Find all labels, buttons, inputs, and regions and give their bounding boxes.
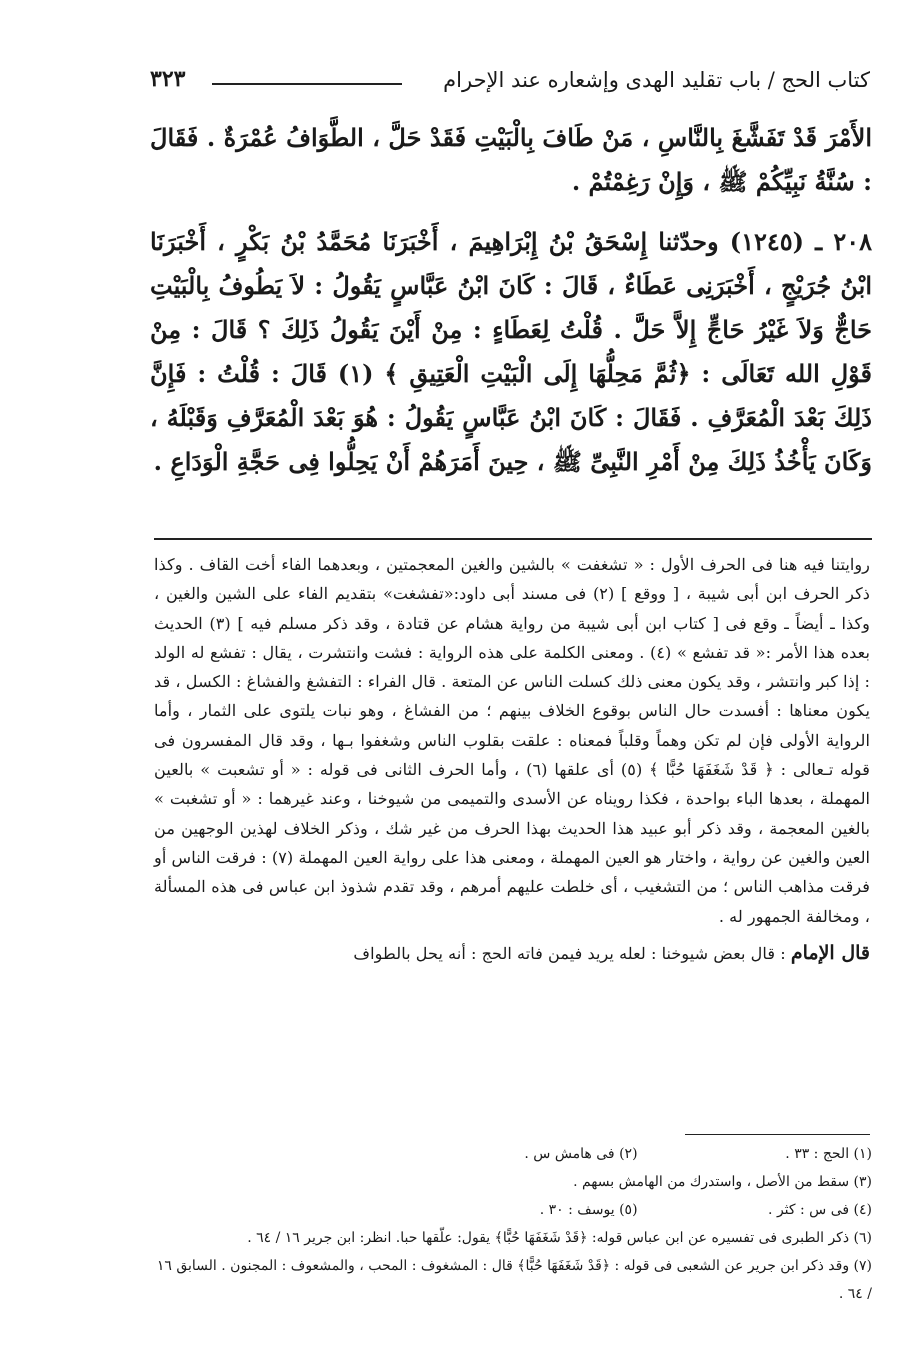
page-header bbox=[150, 66, 870, 100]
footnote: (٤) فى س : كثر . bbox=[768, 1202, 872, 1218]
footnote-row bbox=[150, 1140, 872, 1168]
footnote: (٥) يوسف : ٣٠ . bbox=[539, 1202, 638, 1218]
footnote-row bbox=[150, 1196, 872, 1224]
footnote: (١) الحج : ٣٣ . bbox=[785, 1146, 872, 1162]
imam-text: : قال بعض شيوخنا : لعله يريد فيمن فاته الحج : أنه يحل بالطواف bbox=[353, 943, 786, 963]
footnote: (٦) ذكر الطبرى فى تفسيره عن ابن عباس قوله: ﴿قَدْ شَغَفَهَا حُبًّا﴾ يقول: علّقها حبا. انظر: ابن جرير ١٦ / ٦٤ . bbox=[247, 1230, 872, 1246]
footnotes bbox=[150, 1140, 872, 1308]
commentary-divider bbox=[154, 538, 872, 540]
hadith-number: ٢٠٨ ـ (١٢٤٥) bbox=[729, 227, 872, 256]
footnote-row bbox=[150, 1224, 872, 1252]
footnote: (٢) فى هامش س . bbox=[524, 1146, 638, 1162]
hadith-text bbox=[150, 116, 872, 484]
imam-paragraph bbox=[154, 939, 870, 968]
commentary-paragraph: روايتنا فيه هنا فى الحرف الأول : « تشغفت » بالشين والغين المعجمتين ، وبعدهما الفاء أخت القاف . وكذا ذكر الحرف ابن أبى شيبة ، [ ووقع ] (٢) فى مسند أبى داود:«تفشغت» بتقديم الفاء على الشين والغين ، وكذا ـ أيضاً ـ وقع فى [ كتاب ابن أبى شيبة من رواية هشام عن قتادة ، وقد ذكر مسلم فيه ] (٣) الحديث بعده هذا الأمر :« قد تفشع » (٤) . ومعنى الكلمة على هذه الرواية : فشت وانتشرت ، يقال : تفشع له الولد : إذا كبر وانتشر ، وقد يكون معنى ذلك كسلت الناس عن المتعة . قال الفراء : التفشغ والفشاغ : الكسل ، قد يكون معناها : أفسدت حال الناس بوقوع الخلاف بينهم ؛ من الفشاغ ، وهو نبات يلتوى على الثمار ، وأما الرواية الأولى فإن لم تكن وهماً وقلباً فمعناه : علقت بقلوب الناس وشغفوا بـها ، وقد قال المفسرون فى قوله تـعالى : ﴿ قَدْ شَغَفَهَا حُبًّا ﴾ (٥) أى علقها (٦) ، وأما الحرف الثانى فى قوله : « أو تشعبت » بالعين المهملة ، بعدها الباء بواحدة ، فكذا رويناه عن الأسدى والتميمى من شيوخنا ، وعند غيرهما : « أو تشغبت » بالغين المعجمة ، وقد ذكر أبو عبيد هذا الحديث بهذا الحرف من غير شك ، وذكر الخلاف لهذين الوجهين من العين والغين عن رواية ، واختار هو العين المهملة ، ومعنى هذا على رواية العين المهملة (٧) : فرقت الناس أو فرقت مذاهب الناس ؛ من التشغيب ، أى خلطت عليهم أمرهم ، وقد تقدم شذوذ ابن عباس فى هذه المسألة ، ومخالفة الجمهور له . bbox=[154, 555, 870, 926]
footnote: (٧) وقد ذكر ابن جرير عن الشعبى فى قوله : ﴿قَدْ شَغَفَهَا حُبًّا﴾ قال : المشغوف : المحب ، والمشعوف : المجنون . السابق ١٦ / ٦٤ . bbox=[156, 1258, 872, 1302]
hadith-paragraph bbox=[150, 220, 872, 484]
imam-label: قال الإمام bbox=[790, 941, 870, 964]
footnote: (٣) سقط من الأصل ، واستدرك من الهامش بسهم . bbox=[573, 1174, 872, 1190]
page-number: ٣٢٣ bbox=[150, 66, 186, 92]
running-title: كتاب الحج / باب تقليد الهدى وإشعاره عند الإحرام bbox=[443, 68, 870, 92]
hadith-body: وحدّثنا إِسْحَقُ بْنُ إِبْرَاهِيمَ ، أَخْبَرَنَا مُحَمَّدُ بْنُ بَكْرٍ ، أَخْبَرَنَا ابْنُ جُرَيْجٍ ، أَخْبَرَنِى عَطَاءٌ ، قَالَ : كَانَ ابْنُ عَبَّاسٍ يَقُولُ : لاَ يَطُوفُ بِالْبَيْتِ حَاجٌّ وَلاَ غَيْرُ حَاجٍّ إِلاَّ حَلَّ . قُلْتُ لِعَطَاءٍ : مِنْ أَيْنَ يَقُولُ ذَلِكَ ؟ قَالَ : مِنْ قَوْلِ الله تَعَالَى : ﴿ثُمَّ مَحِلُّهَا إِلَى الْبَيْتِ الْعَتِيقِ ﴾ (١) قَالَ : قُلْتُ : فَإِنَّ ذَلِكَ بَعْدَ الْمُعَرَّفِ . فَقَالَ : كَانَ ابْنُ عَبَّاسٍ يَقُولُ : هُوَ بَعْدَ الْمُعَرَّفِ وَقَبْلَهُ ، وَكَانَ يَأْخُذُ ذَلِكَ مِنْ أَمْرِ النَّبِىِّ ﷺ ، حِينَ أَمَرَهُمْ أَنْ يَحِلُّوا فِى حَجَّةِ الْوَدَاعِ . bbox=[150, 227, 873, 476]
footnote-divider bbox=[685, 1134, 870, 1135]
commentary bbox=[154, 550, 870, 968]
hadith-paragraph: الأَمْرَ قَدْ تَفَشَّغَ بِالنَّاسِ ، مَنْ طَافَ بِالْبَيْتِ فَقَدْ حَلَّ ، الطَّوَافُ عُمْرَةٌ . فَقَالَ : سُنَّةُ نَبِيِّكُمْ ﷺ ، وَإِنْ رَغِمْتُمْ . bbox=[150, 123, 872, 196]
header-rule bbox=[212, 83, 402, 85]
footnote-row bbox=[150, 1168, 872, 1196]
